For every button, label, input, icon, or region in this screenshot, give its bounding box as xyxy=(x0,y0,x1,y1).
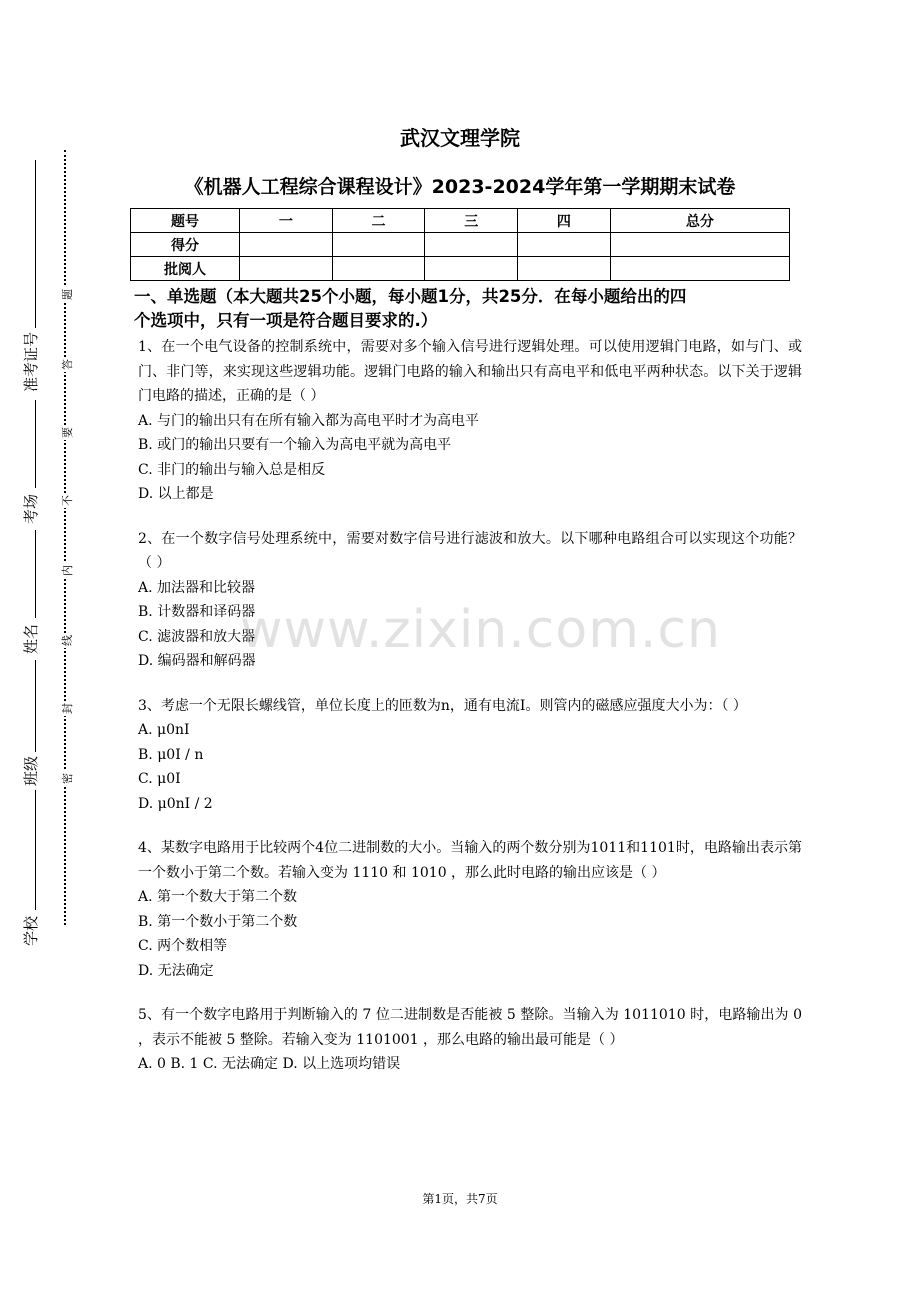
exam-content xyxy=(134,285,802,1097)
score-cell[interactable] xyxy=(240,233,333,257)
label-exam-room: 考场 xyxy=(22,493,40,524)
seal-word: 密 xyxy=(61,773,74,784)
option-c: C. μ0I xyxy=(138,771,181,787)
exam-title: 《机器人工程综合课程设计》2023-2024学年第一学期期末试卷 xyxy=(184,176,736,198)
score-table-header-row xyxy=(131,209,790,233)
option-a: A. 与门的输出只有在所有输入都为高电平时才为高电平 xyxy=(138,412,480,429)
score-header-cell: 一 xyxy=(240,209,333,233)
option-b: B. 第一个数小于第二个数 xyxy=(138,913,298,930)
score-cell[interactable] xyxy=(332,257,425,281)
option-a: A. 第一个数大于第二个数 xyxy=(138,889,298,905)
option-c: C. 非门的输出与输入总是相反 xyxy=(138,461,326,478)
option-d: D. μ0nI / 2 xyxy=(138,795,213,812)
label-school: 学校 xyxy=(22,915,40,946)
score-table-row xyxy=(131,233,790,257)
question-4 xyxy=(138,836,802,983)
section-title xyxy=(134,285,802,333)
question-5 xyxy=(138,1003,802,1077)
option-b: B. 或门的输出只要有一个输入为高电平就为高电平 xyxy=(138,437,452,453)
question-text: 2、在一个数字信号处理系统中，需要对数字信号进行滤波和放大。以下哪种电路组合可以实现这个功能？（ ） xyxy=(138,530,802,571)
score-cell[interactable] xyxy=(610,257,789,281)
question-3 xyxy=(138,694,802,817)
option-c: C. 滤波器和放大器 xyxy=(138,628,256,645)
seal-word: 要 xyxy=(61,427,74,438)
seal-word: 内 xyxy=(61,565,74,576)
score-row-label: 得分 xyxy=(131,233,240,257)
field-line-class[interactable] xyxy=(35,660,36,752)
seal-word: 题 xyxy=(61,289,74,300)
score-cell[interactable] xyxy=(332,233,425,257)
score-cell[interactable] xyxy=(425,233,518,257)
score-table-row xyxy=(131,257,790,281)
question-text: 3、考虑一个无限长螺线管，单位长度上的匝数为n，通有电流I。则管内的磁感应强度大小为：（ ） xyxy=(138,697,747,714)
score-cell[interactable] xyxy=(518,233,611,257)
score-header-cell: 总分 xyxy=(610,209,789,233)
score-cell[interactable] xyxy=(240,257,333,281)
label-class: 班级 xyxy=(22,755,40,786)
options-inline: A. 0 B. 1 C. 无法确定 D. 以上选项均错误 xyxy=(138,1056,401,1072)
score-header-cell: 二 xyxy=(332,209,425,233)
field-line-school[interactable] xyxy=(35,790,36,910)
seal-word: 不 xyxy=(61,495,74,506)
score-header-cell: 题号 xyxy=(131,209,240,233)
score-cell[interactable] xyxy=(610,233,789,257)
question-text: 4、某数字电路用于比较两个4位二进制数的大小。当输入的两个数分别为1011和1101时，电路输出表示第一个数小于第二个数。若输入变为 1110 和 1010 ，那么此时电路的输出应该是（ ） xyxy=(138,840,802,881)
question-2 xyxy=(138,527,802,674)
section-title-line: 一、单选题（本大题共25个小题，每小题1分，共25分．在每小题给出的四 xyxy=(134,287,687,306)
question-1 xyxy=(138,335,802,507)
question-text: 5、有一个数字电路用于判断输入的 7 位二进制数是否能被 5 整除。当输入为 1011010 时，电路输出为 0 ，表示不能被 5 整除。若输入变为 1101001 ，那么电路的输出最可能是（ ） xyxy=(138,1007,802,1048)
watermark: www.zixin.com.cn xyxy=(240,600,721,660)
page-footer: 第1页，共7页 xyxy=(422,1192,498,1206)
option-d: D. 以上都是 xyxy=(138,486,214,502)
option-a: A. μ0nI xyxy=(138,722,190,738)
option-a: A. 加法器和比较器 xyxy=(138,579,256,596)
field-line-name[interactable] xyxy=(35,530,36,618)
seal-word: 答 xyxy=(61,359,74,370)
label-exam-number: 准考证号 xyxy=(22,331,40,392)
option-d: D. 无法确定 xyxy=(138,962,214,979)
seal-word: 封 xyxy=(61,703,74,714)
school-name: 武汉文理学院 xyxy=(400,126,520,150)
option-c: C. 两个数相等 xyxy=(138,938,228,954)
score-cell[interactable] xyxy=(425,257,518,281)
option-b: B. μ0I / n xyxy=(138,746,204,763)
question-text: 1、在一个电气设备的控制系统中，需要对多个输入信号进行逻辑处理。可以使用逻辑门电路，如与门、或门、非门等，来实现这些逻辑功能。逻辑门电路的输入和输出只有高电平和低电平两种状态。以下关于逻辑门电路的描述，正确的是（ ） xyxy=(138,339,802,404)
score-cell[interactable] xyxy=(518,257,611,281)
score-header-cell: 三 xyxy=(425,209,518,233)
score-header-cell: 四 xyxy=(518,209,611,233)
option-d: D. 编码器和解码器 xyxy=(138,653,256,669)
score-row-label: 批阅人 xyxy=(131,257,240,281)
label-name: 姓名 xyxy=(22,623,40,654)
option-b: B. 计数器和译码器 xyxy=(138,604,256,620)
score-table xyxy=(130,208,790,281)
field-line-exam-room[interactable] xyxy=(35,400,36,488)
seal-dotted-line xyxy=(64,150,66,925)
section-title-line: 个选项中，只有一项是符合题目要求的.） xyxy=(134,311,438,330)
seal-word: 线 xyxy=(61,635,74,646)
